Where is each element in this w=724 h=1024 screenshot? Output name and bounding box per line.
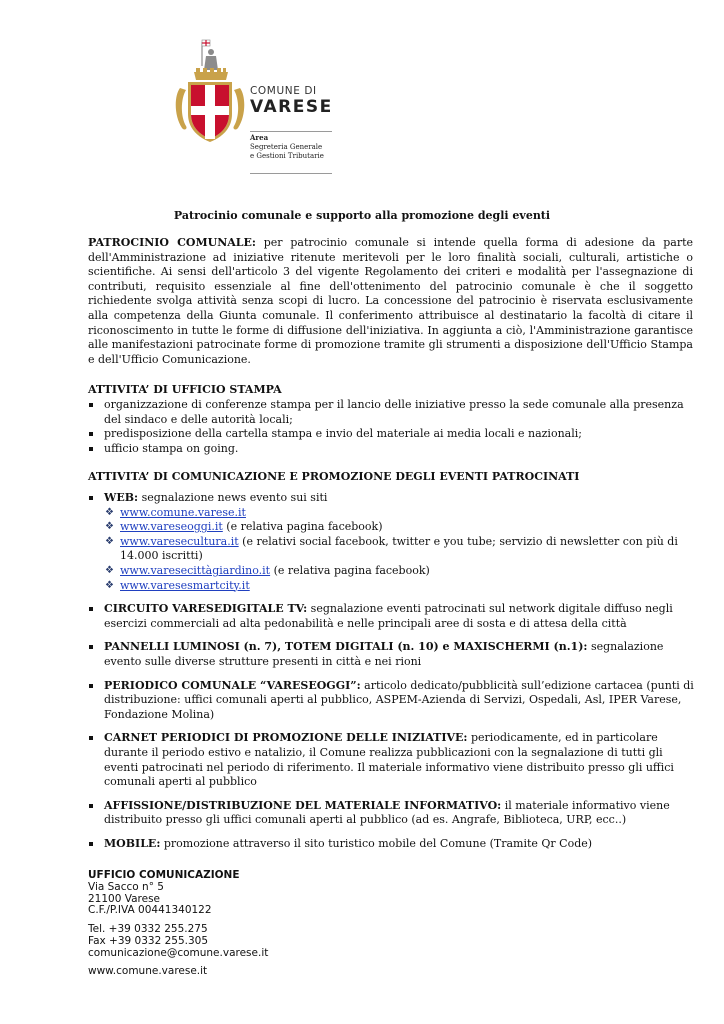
site-item [104, 535, 695, 564]
list-item [88, 679, 695, 723]
footer-tel: Tel. +39 0332 255.275 [88, 923, 208, 935]
item-text: il materiale informativo viene distribuito presso gli uffici comunali aperti al pubblico (ad es. Angrafe, Biblioteca, URP, ecc..) [104, 798, 670, 827]
site-link[interactable]: www.varesecultura.it [120, 534, 239, 548]
comune-varese-crest-logo [172, 36, 248, 146]
footer-vat: C.F./P.IVA 00441340122 [88, 904, 212, 917]
site-item [104, 564, 695, 579]
ufficio-stampa-list [88, 398, 695, 456]
footer-address-line-2: 21100 Varese [88, 892, 161, 905]
list-item: ufficio stampa on going. [88, 442, 695, 457]
item-label: MOBILE: [104, 836, 161, 850]
site-link[interactable]: www.comune.varese.it [120, 505, 246, 519]
site-note: (e relativa pagina facebook) [270, 563, 430, 577]
comunicazione-heading: ATTIVITA’ DI COMUNICAZIONE E PROMOZIONE DEGLI EVENTI PATROCINATI [88, 470, 580, 483]
patrocinio-paragraph [88, 236, 693, 367]
site-note: (e relativa pagina facebook) [222, 520, 383, 534]
item-label: AFFISSIONE/DISTRIBUZIONE DEL MATERIALE INFORMATIVO: [104, 798, 502, 812]
header-divider-bottom [250, 173, 332, 174]
diamond-bullet-icon: ❖ [105, 579, 114, 591]
ufficio-stampa-heading: ATTIVITA’ DI UFFICIO STAMPA [88, 383, 282, 396]
site-link[interactable]: www.varesesmartcity.it [120, 578, 250, 592]
area-label: Area [250, 133, 269, 142]
item-label: CARNET PERIODICI DI PROMOZIONE DELLE INIZIATIVE: [104, 731, 468, 745]
item-text: periodicamente, ed in particolare durante il periodo estivo e natalizio, il Comune realizza pubblicazioni con la segnalazione di tutti gli eventi patrocinati nel periodo di riferimento. Il materiale informativo viene distribuito presso gli uffici comunali aperti al pubblico [104, 731, 674, 789]
footer-office: UFFICIO COMUNICAZIONE [88, 869, 240, 881]
header-divider-top [250, 131, 332, 132]
list-item: organizzazione di conferenze stampa per il lancio delle iniziative presso la sede comunale alla presenza del sindaco e delle autorità locali; [88, 398, 695, 427]
list-item [88, 799, 695, 828]
footer-website[interactable]: www.comune.varese.it [88, 965, 208, 977]
footer-address-line-1: Via Sacco n° 5 [88, 880, 164, 893]
item-text: articolo dedicato/pubblicità sull’edizione cartacea (punti di distribuzione: uffici comunali aperti al pubblico, ASPEM-Azienda di Servizi, Ospedali, Asl, IPER Varese, Fondazione Molina) [104, 678, 694, 721]
area-block [250, 133, 324, 162]
item-label: PANNELLI LUMINOSI (n. 7), TOTEM DIGITALI (n. 10) e MAXISCHERMI (n.1): [104, 640, 588, 654]
item-text: segnalazione eventi patrocinati sul network digitale diffuso negli esercizi commerciali ad alta pedonabilità e nelle principali aree di sosta e di attesa della città [104, 602, 673, 630]
web-text: segnalazione news evento sui siti [138, 491, 328, 504]
item-text: promozione attraverso il sito turistico mobile del Comune (Tramite Qr Code) [160, 836, 593, 850]
diamond-bullet-icon: ❖ [105, 564, 114, 576]
footer-email[interactable]: comunicazione@comune.varese.it [88, 946, 269, 959]
diamond-bullet-icon: ❖ [105, 506, 114, 518]
web-sites-list [104, 506, 695, 594]
diamond-bullet-icon: ❖ [105, 521, 114, 533]
list-item [88, 731, 695, 789]
list-item [88, 640, 695, 669]
comune-di-label: COMUNE DI [250, 85, 317, 97]
varese-label: VARESE [250, 97, 333, 117]
item-label: PERIODICO COMUNALE “VARESEOGGI”: [104, 678, 361, 692]
list-item [88, 837, 695, 852]
item-label: CIRCUITO VARESEDIGITALE TV: [104, 602, 308, 616]
site-note: (e relativi social facebook, twitter e you tube; servizio di newsletter con più di 14.000 iscritti) [120, 534, 678, 563]
web-label: WEB: [104, 491, 139, 504]
footer-address [88, 870, 240, 917]
list-item [88, 602, 695, 631]
site-item [104, 520, 695, 535]
comunicazione-list [88, 491, 695, 851]
site-link[interactable]: www.varesecittàgiardino.it [120, 563, 271, 577]
footer-contacts [88, 924, 268, 959]
diamond-bullet-icon: ❖ [105, 535, 114, 547]
site-item [104, 579, 695, 594]
list-item: predisposizione della cartella stampa e invio del materiale ai media locali e nazionali; [88, 427, 695, 442]
patrocinio-label: PATROCINIO COMUNALE: [88, 236, 256, 249]
area-line-1: Segreteria Generale [250, 142, 323, 151]
site-link[interactable]: www.vareseoggi.it [120, 520, 223, 534]
footer-fax: Fax +39 0332 255.305 [88, 934, 209, 947]
comune-wordmark [250, 85, 333, 117]
area-line-2: e Gestioni Tributarie [250, 152, 324, 160]
patrocinio-text: per patrocinio comunale si intende quella forma di adesione da parte dell'Amministrazione ad iniziative ritenute meritevoli per le loro finalità sociali, culturali, artistiche o scientifiche. Ai sensi dell'articolo 3 del vigente Regolamento dei criteri e modalità per l'assegnazione di contributi, requisito essenziale al fine dell'ottenimento del patrocinio comunale è che il soggetto richiedente svolga attività senza scopi di lucro. La concessione del patrocinio è riservata esclusivamente alla competenza della Giunta comunale. Il conferimento attribuisce al destinatario la facoltà di citare il riconoscimento in tutte le forme di diffusione dell'iniziativa. In aggiunta a ciò, l'Amministrazione garantisce alle manifestazioni patrocinate forme di promozione tramite gli strumenti a disposizione dell'Ufficio Stampa e dell'Ufficio Comunicazione. [88, 236, 694, 366]
document-title: Patrocinio comunale e supporto alla promozione degli eventi [173, 209, 551, 222]
list-item-web [88, 491, 695, 593]
site-item [104, 506, 695, 521]
item-text: segnalazione evento sulle diverse strutture presenti in città e nei rioni [104, 640, 664, 668]
